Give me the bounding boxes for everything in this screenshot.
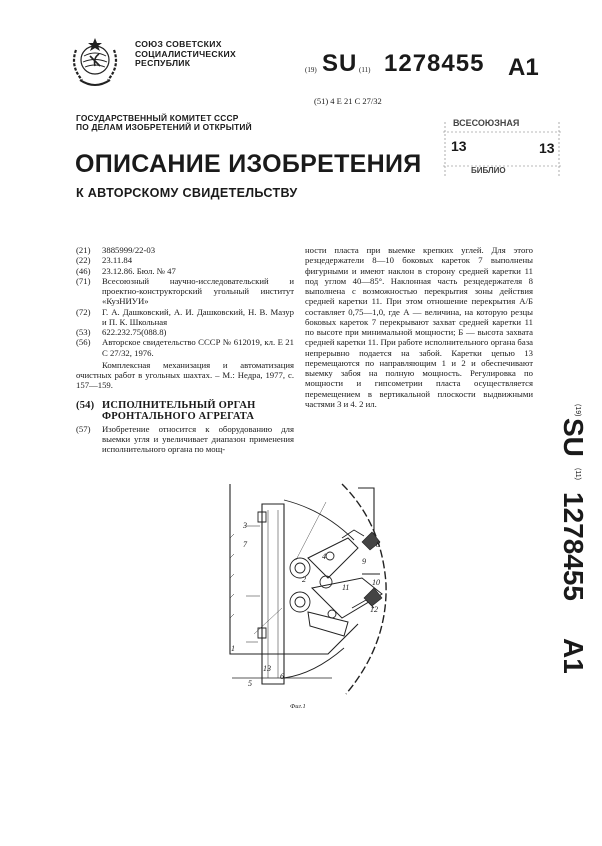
country-line: СОЮЗ СОВЕТСКИХ [135,39,222,49]
biblio-item [76,337,294,358]
abstract-text: Изобретение относится к оборудованию для выемки угля и увеличивает диапазон применения исполнительного органа по мощ- [102,423,294,454]
biblio-item [76,245,294,255]
ipc-code: (51) 4 E 21 C 27/32 [314,96,382,106]
stamp-right: 13 [539,140,555,156]
figure-label: 11 [342,583,350,592]
document-title: ОПИСАНИЕ ИЗОБРЕТЕНИЯ [75,150,422,178]
biblio-code: (72) [76,306,91,317]
abstract-start [76,424,294,455]
biblio-text: Авторское свидетельство СССР № 612019, кл. E 21 C 27/32, 1976. [102,337,294,358]
country-line: РЕСПУБЛИК [135,58,191,69]
biblio-item [76,276,294,307]
vert-code-19: (19) [574,404,581,417]
reference-text: Комплексная механизация и автоматизация очистных работ в угольных шахтах. – М.: Недра, 1977, с. 157—159. [76,359,294,391]
figure-label: 1 [231,644,235,653]
left-column [76,245,294,454]
patent-number: 1278455 [384,50,485,77]
technical-drawing [222,478,398,702]
biblio-text: 23.11.84 [102,255,133,266]
vert-kind-code: A1 [558,638,589,674]
code-11: (11) [359,66,371,74]
country-line: СОЦИАЛИСТИЧЕСКИХ [135,48,236,59]
biblio-code: (22) [76,255,91,266]
title-code: (54) [76,399,95,411]
biblio-text: Г. А. Дашковский, А. И. Дашковский, Н. В. Мазур и П. К. Школьная [102,306,294,327]
figure-label: 10 [372,578,380,587]
stamp-top: ВСЕСОЮЗНАЯ [453,118,520,128]
figure-label: 13 [263,664,271,673]
title-text: ИСПОЛНИТЕЛЬНЫЙ ОРГАН ФРОНТАЛЬНОГО АГРЕГАТА [102,399,256,422]
vert-su-label: SU [558,418,589,457]
biblio-code: (46) [76,265,91,276]
code-19: (19) [305,66,317,74]
biblio-item [76,255,294,265]
figure-label: 9 [362,557,366,566]
stamp-left: 13 [451,138,467,154]
biblio-item [76,266,294,276]
figure-label: 12 [370,605,378,614]
figure-label: 8 [376,540,380,549]
invention-title [76,400,294,422]
figure-label: 3 [243,521,247,530]
abstract-continuation: ности пласта при выемке крепких углей. Для этого резцедержатели 8—10 боковых кареток 7 выполнены фигурными и имеют наклон в сторону средней каретки 11 под углом 40—85°. Наклонная часть резцедержателя 8 выполнена с возможностью перекрытия зоны действия средней каретки 11. При этом отношение перекрытия А/Б составляет 0,75—1,0, где А — величина, на которую резцы боковых кареток 7 перекрывают захват средней каретки 11 по высоте при минимальной мощности; Б — высота захвата средней каретки 11. При работе исполнительного органа база непрерывно подается на забой. Каретки цепью 13 перемещаются по направляющим 1 и 2 и обеспечивают выемку забоя на полную мощность. Регулировка по мощности и гипсометрии пласта осуществляется перемещением в вертикальной плоскости выдвижными частями 3 и 4. 2 ил. [305,245,533,409]
figure-label: 2 [302,575,306,584]
biblio-text: Всесоюзный научно-исследовательский и проектно-конструкторский угольный институт «КузНИУИ» [102,275,294,307]
committee-line: ГОСУДАРСТВЕННЫЙ КОМИТЕТ СССР [76,113,239,123]
biblio-code: (71) [76,275,91,286]
patent-number-row [300,52,570,82]
biblio-item [76,307,294,328]
figure-label: 7 [243,540,247,549]
biblio-item [76,327,294,337]
figure-label: 6 [280,672,284,681]
country-header [135,40,236,69]
committee-header [76,114,252,133]
biblio-code: (21) [76,245,91,255]
figure-caption: Фиг.1 [290,703,306,710]
library-stamp [441,118,565,180]
stamp-bottom: БИБЛИО [471,166,506,175]
biblio-text: 23.12.86. Бюл. № 47 [102,265,176,276]
abstract-code: (57) [76,423,91,434]
vert-code-11: (11) [574,468,581,480]
biblio-code: (53) [76,327,91,337]
su-label: SU [322,50,358,77]
figure-label: 5 [248,679,252,688]
biblio-code: (56) [76,337,91,348]
kind-code: A1 [508,54,539,81]
figure-label: 4 [322,552,326,561]
document-subtitle: К АВТОРСКОМУ СВИДЕТЕЛЬСТВУ [76,186,298,200]
vertical-patent-number [542,402,590,692]
biblio-text: 3885999/22-03 [102,245,156,255]
vert-patent-number: 1278455 [558,492,589,602]
right-column [305,245,533,409]
ussr-emblem-icon [66,36,124,92]
committee-line: ПО ДЕЛАМ ИЗОБРЕТЕНИЙ И ОТКРЫТИЙ [76,122,252,133]
biblio-text: 622.232.75(088.8) [102,327,167,337]
